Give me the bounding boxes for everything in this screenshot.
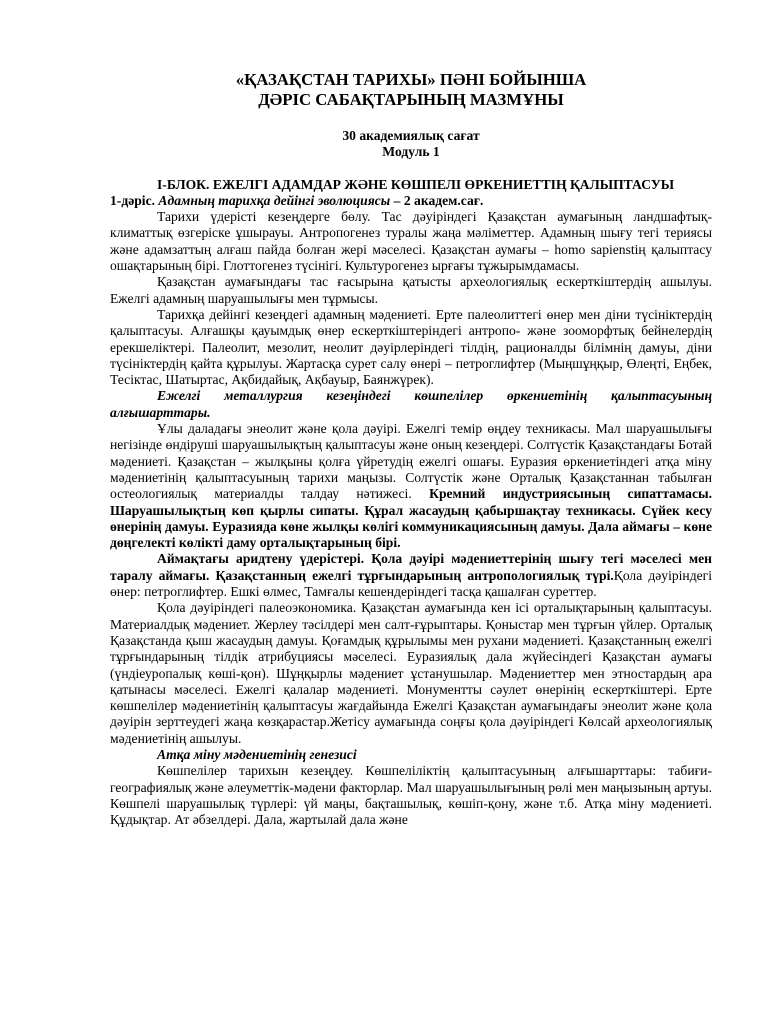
lesson-label: 1-дәріс. (110, 192, 156, 208)
module-label: Модуль 1 (382, 144, 440, 160)
lesson-topic: Адамның тарихқа дейінгі эволюциясы (158, 192, 391, 208)
spacer (110, 161, 712, 177)
section-heading-metallurgy: Ежелгі металлургия кезеңіндегі көшпелілер өркениетінің қалыптасуының алғышарттары. (110, 388, 712, 420)
document-title-line-2: ДӘРІС САБАҚТАРЫНЫҢ МАЗМҰНЫ (258, 90, 564, 109)
paragraph-7: Көшпелілер тарихын кезеңдеу. Көшпеліліктің қалыптасуының алғышарттары: табиғи-географиялық және әлеуметтік-мәдени факторлар. Мал шаруашылығының рөлі мен маңызының артуы. Көшпелі шаруашылық түрлері: үй маңы, бақташылық, көшіп-қону, және т.б. Атқа міну мәдениеті. Құдықтар. Ат әбзелдері. Дала, жартылай дала және (110, 763, 712, 828)
paragraph-5-plain: Қола дәуіріндегі өнер: петроглифтер. Ешкі өлмес, Тамғалы кешендеріндегі тасқа қашалған суреттер. (110, 567, 713, 600)
lesson-heading (110, 193, 712, 209)
paragraph-6: Қола дәуіріндегі палеоэкономика. Қазақстан аумағында кен ісі орталықтарының қалыптасуы. Материалдық мәдениет. Жерлеу тәсілдері мен салт-ғұрыптары. Қоныстар мен тұрғын үйлер. Орталық Қазақстанда қыш жасаудың дамуы. Қоғамдық құрылымы мен рухани мәдениеті. Қазақстанның ежелгі тұрғындарының тілдік атрибуциясы мәселесі. Еуразиялық дала жүйесіндегі Қазақстан аумағы (үндіеуропалық көші-қон). Шұңқырлы мәдениет ұстанушылар. Мәдениеттер мен этностардың ара қатынасы мәселесі. Ежелгі қалалар мәдениеті. Монументты сәулет өнерінің ескерткіштері. Ерте көшпелілер мәдениетінің қалыптасуы жағдайында Ежелгі Қазақстан аумағындағы энеолит және қола дәуірін зерттеудегі жаңа көзқарастар.Жетісу аумағында соңғы қола дәуіріндегі Көлсай археологиялық мәдениетінің ашылуы. (110, 600, 712, 746)
paragraph-4 (110, 421, 712, 551)
document-title-line-1: «ҚАЗАҚСТАН ТАРИХЫ» ПӘНІ БОЙЫНША (235, 70, 587, 89)
spacer (110, 110, 712, 128)
paragraph-4-bold: Кремний индустриясының сипаттамасы. Шаруашылықтың көп қырлы сипаты. Құрал жасаудың қабыршақтау техникасы. Сүйек кесу өнерінің дамуы. Еуразияда көне жылқы көлігі коммуникациясының дамуы. Дала аймағы – көне дөңгелекті көлікті даму орталықтарының бірі. (110, 486, 712, 551)
block-title: І-БЛОК. ЕЖЕЛГІ АДАМДАР ЖӘНЕ КӨШПЕЛІ ӨРКЕНИЕТТІҢ ҚАЛЫПТАСУЫ (157, 176, 675, 192)
academic-hours: 30 академиялық сағат (342, 128, 480, 143)
paragraph-5 (110, 551, 712, 600)
paragraph-3: Тарихқа дейінгі кезеңдегі адамның мәдениеті. Ерте палеолиттегі өнер мен діни түсініктердің қалыптасуы. Алғашқы қауымдық өнер ескерткіштеріндегі антропо- және зооморфтық бейнелердің ерекшеліктері. Палеолит, мезолит, неолит дәуірлеріндегі тілдің, рационалды білімнің дамуы, діни түсініктердің қайта құрылуы. Жартасқа сурет салу өнері – петроглифтер (Мыңшұңқыр, Өлеңті, Еңбек, Тесіктас, Шатыртас, Ақбидайық, Ақбауыр, Баянжүрек). (110, 306, 712, 388)
paragraph-4-plain: Ұлы даладағы энеолит және қола дәуірі. Ежелгі темір өңдеу техникасы. Мал шаруашылығы негізінде өндіруші шаруашылықтың қалыптасуы және оның кезеңдері. Солтүстік Қазақстандағы Ботай мәдениеті. Қазақстан – жылқыны қолға үйретудің ежелгі ошағы. Еуразия өркениетіндегі атқа міну мәдениетінің қалыптасуының тарихи маңызы. Солтүстік және Орталық Қазақстаннан табылған остеологиялық материалды талдау нәтижесі. (110, 421, 712, 502)
paragraph-1: Тарихи үдерісті кезеңдерге бөлу. Тас дәуіріндегі Қазақстан аумағының ландшафтық-климаттық өзгеріске ұшырауы. Антропогенез туралы жаңа мәліметтер. Адамның шығу тегі териясы және адамзаттың алғаш пайда болған жері мәселесі. Қазақстан аумағы – homo sapienstің қалыптасу ошақтарының бірі. Глоттогенез түсінігі. Культурогенез ырғағы тұжырымдамасы. (110, 209, 712, 274)
paragraph-5-bold: Аймақтағы аридтену үдерістері. Қола дәуірі мәдениеттерінің шығу тегі мәселесі мен таралу аймағы. Қазақстанның ежелгі тұрғындарының антропологиялық түрі. (110, 551, 712, 583)
lesson-hours: – 2 академ.сағ. (393, 192, 484, 208)
paragraph-2: Қазақстан аумағындағы тас ғасырына қатысты археологиялық ескерткіштердің ашылуы. Ежелгі адамның шаруашылығы мен тұрмысы. (110, 274, 712, 306)
section-heading-horse-riding: Атқа міну мәдениетінің генезисі (157, 746, 357, 762)
